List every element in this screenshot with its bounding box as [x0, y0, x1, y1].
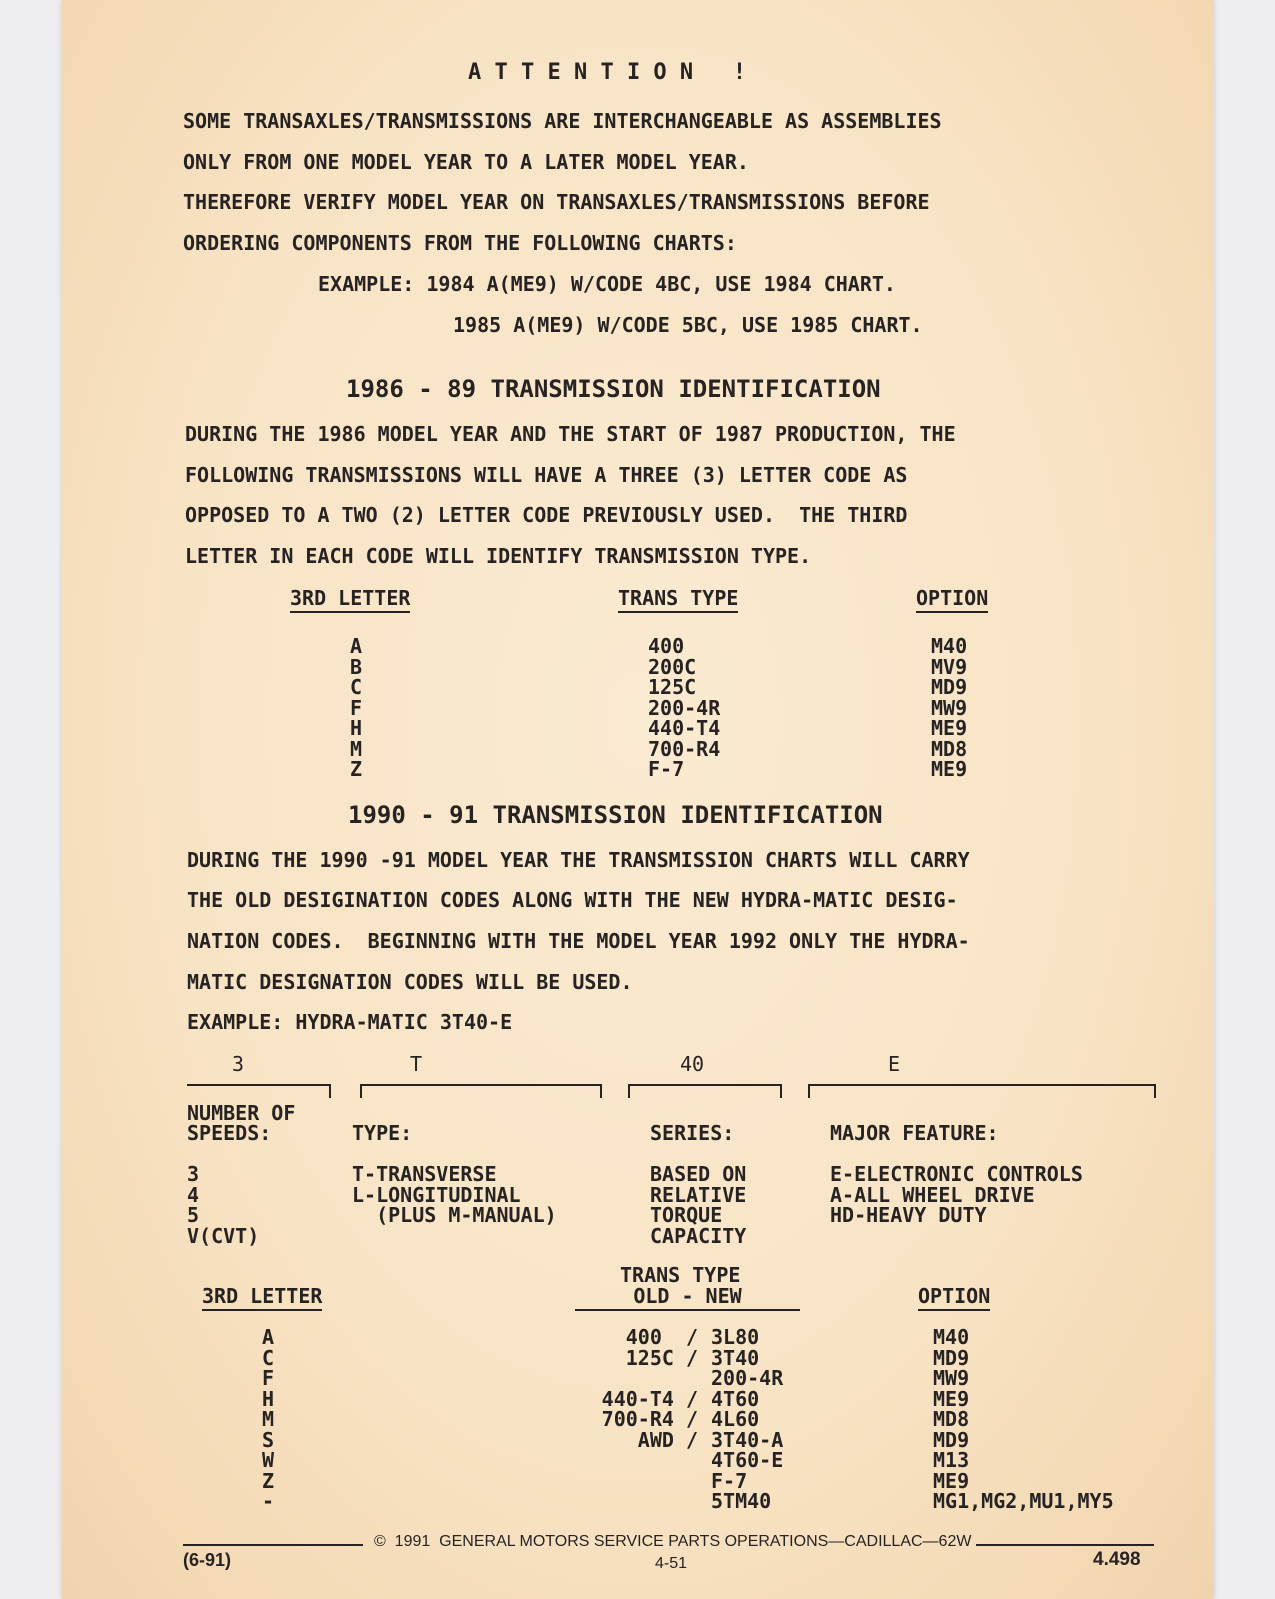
table-cell: C	[262, 1345, 275, 1370]
list-item: 4	[187, 1182, 200, 1207]
table-cell: F	[262, 1366, 275, 1390]
list-item: RELATIVE	[650, 1182, 747, 1207]
table-cell: 400 /	[625, 1325, 698, 1349]
table-cell: H	[262, 1386, 275, 1411]
attention-example-1: EXAMPLE: 1984 A(ME9) W/CODE 4BC, USE 1984 CHART.	[318, 272, 896, 296]
table-cell: 700-R4 /	[601, 1407, 698, 1431]
table-cell	[560, 1471, 698, 1492]
table-cell: MV9	[931, 654, 968, 679]
table-cell: ME9	[931, 757, 968, 781]
table-cell: M	[262, 1407, 275, 1431]
section-1986-line-2: FOLLOWING TRANSMISSIONS WILL HAVE A THREE (3) LETTER CODE AS	[185, 463, 908, 487]
table-cell: Z	[350, 757, 363, 781]
footer-section-number: 4.498	[1093, 1549, 1141, 1570]
footer-date-code: (6-91)	[183, 1550, 232, 1570]
table-1986-trans-types	[648, 636, 720, 780]
list-item: V(CVT)	[187, 1223, 260, 1248]
diagram-part-speeds: 3	[232, 1052, 245, 1076]
diagram-bracket-type	[360, 1084, 602, 1098]
table-cell: MD9	[931, 675, 968, 699]
diagram-series-label: SERIES:	[650, 1121, 735, 1145]
diagram-part-feature: E	[888, 1052, 901, 1076]
list-item: A-ALL WHEEL DRIVE	[830, 1182, 1035, 1207]
section-1990-line-3: NATION CODES. BEGINNING WITH THE MODEL YEAR 1992 ONLY THE HYDRA-	[187, 929, 970, 953]
diagram-bracket-speeds	[187, 1084, 331, 1098]
table-cell: W	[262, 1448, 275, 1472]
diagram-features-list	[830, 1164, 1083, 1226]
table-cell: 440-T4	[648, 716, 721, 740]
table-cell: A	[350, 634, 363, 658]
table-cell: MW9	[933, 1366, 970, 1390]
table-cell: AWD /	[637, 1427, 698, 1452]
table-1990-header-trans-2: OLD - NEW	[575, 1286, 800, 1311]
table-cell: 125C	[648, 675, 697, 699]
table-cell: 200-4R	[711, 1366, 784, 1390]
table-cell: 5TM40	[711, 1489, 772, 1513]
list-item: BASED ON	[650, 1162, 747, 1186]
table-cell: S	[262, 1427, 275, 1452]
table-cell: MW9	[931, 695, 968, 720]
table-cell: MG1,MG2,MU1,MY5	[933, 1489, 1114, 1513]
diagram-part-type: T	[410, 1052, 423, 1076]
section-1990-line-1: DURING THE 1990 -91 MODEL YEAR THE TRANSMISSION CHARTS WILL CARRY	[187, 848, 970, 872]
diagram-series-list	[650, 1164, 746, 1246]
table-cell: ME9	[931, 716, 968, 740]
section-1990-line-2: THE OLD DESIGINATION CODES ALONG WITH THE NEW HYDRA-MATIC DESIG-	[187, 888, 958, 912]
diagram-bracket-series	[628, 1084, 782, 1098]
table-cell: ME9	[933, 1468, 970, 1493]
table-cell	[560, 1450, 698, 1471]
attention-example-2: 1985 A(ME9) W/CODE 5BC, USE 1985 CHART.	[453, 313, 923, 337]
list-item: L-LONGITUDINAL	[352, 1182, 521, 1207]
footer-rule-left	[183, 1544, 363, 1546]
table-cell: M13	[933, 1448, 970, 1472]
diagram-type-label: TYPE:	[352, 1121, 413, 1145]
diagram-bracket-feature	[808, 1084, 1156, 1098]
table-cell: F-7	[711, 1468, 748, 1493]
diagram-speeds-list	[187, 1164, 259, 1246]
table-cell: 200C	[648, 654, 697, 679]
table-1990-header-option: OPTION	[918, 1286, 990, 1311]
table-cell: 400	[648, 634, 685, 658]
table-cell: ME9	[933, 1386, 970, 1411]
section-1986-line-1: DURING THE 1986 MODEL YEAR AND THE START OF 1987 PRODUCTION, THE	[185, 422, 956, 446]
diagram-speeds-label-2: SPEEDS:	[187, 1121, 272, 1145]
table-cell: F-7	[648, 757, 685, 781]
table-1990-header-letter: 3RD LETTER	[202, 1286, 322, 1311]
table-1986-letters	[350, 636, 362, 780]
table-cell: 125C /	[625, 1345, 698, 1370]
table-cell: 3L80	[711, 1325, 760, 1349]
table-cell: 700-R4	[648, 736, 721, 761]
list-item: 5	[187, 1203, 200, 1227]
table-1986-header-letter: 3RD LETTER	[290, 588, 410, 613]
footer-rule-right	[976, 1544, 1154, 1546]
table-cell	[560, 1368, 698, 1389]
list-item: E-ELECTRONIC CONTROLS	[830, 1162, 1083, 1186]
attention-line-3: THEREFORE VERIFY MODEL YEAR ON TRANSAXLES/TRANSMISSIONS BEFORE	[183, 190, 930, 214]
attention-line-2: ONLY FROM ONE MODEL YEAR TO A LATER MODEL YEAR.	[183, 150, 749, 174]
table-cell: A	[262, 1325, 275, 1349]
table-cell: 440-T4 /	[601, 1386, 698, 1411]
attention-title: A T T E N T I O N !	[468, 60, 747, 85]
section-1986-line-4: LETTER IN EACH CODE WILL IDENTIFY TRANSMISSION TYPE.	[185, 544, 812, 568]
table-cell: 200-4R	[648, 695, 721, 720]
table-cell: 4L60	[711, 1407, 760, 1431]
table-cell: M40	[931, 634, 968, 658]
table-cell: 4T60	[711, 1386, 760, 1411]
list-item: (PLUS M-MANUAL)	[352, 1203, 557, 1227]
table-cell: 3T40	[711, 1345, 760, 1370]
table-cell: M40	[933, 1325, 970, 1349]
table-cell: MD8	[931, 736, 968, 761]
table-cell: 3T40-A	[711, 1427, 784, 1452]
table-1990-old-types	[560, 1327, 698, 1512]
table-cell	[560, 1491, 698, 1512]
table-cell: C	[350, 675, 363, 699]
table-1990-options	[933, 1327, 1114, 1512]
table-cell: B	[350, 654, 363, 679]
section-1986-line-3: OPPOSED TO A TWO (2) LETTER CODE PREVIOUSLY USED. THE THIRD	[185, 503, 908, 527]
table-cell: M	[350, 736, 363, 761]
diagram-speeds-label-1: NUMBER OF	[187, 1101, 296, 1125]
table-1990-header-trans-1: TRANS TYPE	[620, 1263, 741, 1287]
attention-line-4: ORDERING COMPONENTS FROM THE FOLLOWING CHARTS:	[183, 231, 737, 255]
footer-copyright: © 1991 GENERAL MOTORS SERVICE PARTS OPERATIONS—CADILLAC—62W	[374, 1533, 972, 1550]
list-item: T-TRANSVERSE	[352, 1162, 497, 1186]
table-1986-header-option: OPTION	[916, 588, 988, 613]
table-1986-options	[931, 636, 967, 780]
table-1990-letters	[262, 1327, 274, 1512]
table-cell: H	[350, 716, 363, 740]
list-item: TORQUE	[650, 1203, 723, 1227]
table-cell: F	[350, 695, 363, 720]
table-cell: -	[262, 1489, 275, 1513]
list-item: HD-HEAVY DUTY	[830, 1203, 987, 1227]
table-cell: MD9	[933, 1427, 970, 1452]
table-cell: 4T60-E	[711, 1448, 784, 1472]
table-cell: MD9	[933, 1345, 970, 1370]
table-cell: Z	[262, 1468, 275, 1493]
footer-page-number: 4-51	[655, 1555, 688, 1572]
diagram-part-series: 40	[680, 1052, 705, 1076]
section-1990-heading: 1990 - 91 TRANSMISSION IDENTIFICATION	[348, 801, 883, 829]
table-cell: MD8	[933, 1407, 970, 1431]
section-1990-line-4: MATIC DESIGNATION CODES WILL BE USED.	[187, 970, 633, 994]
list-item: CAPACITY	[650, 1223, 747, 1248]
section-1986-heading: 1986 - 89 TRANSMISSION IDENTIFICATION	[346, 375, 881, 403]
attention-line-1: SOME TRANSAXLES/TRANSMISSIONS ARE INTERCHANGEABLE AS ASSEMBLIES	[183, 109, 942, 133]
diagram-types-list	[352, 1164, 557, 1226]
table-1990-new-types	[711, 1327, 783, 1512]
section-1990-example: EXAMPLE: HYDRA-MATIC 3T40-E	[187, 1010, 513, 1034]
table-1986-header-trans: TRANS TYPE	[618, 588, 738, 613]
diagram-feature-label: MAJOR FEATURE:	[830, 1121, 999, 1145]
list-item: 3	[187, 1162, 200, 1186]
